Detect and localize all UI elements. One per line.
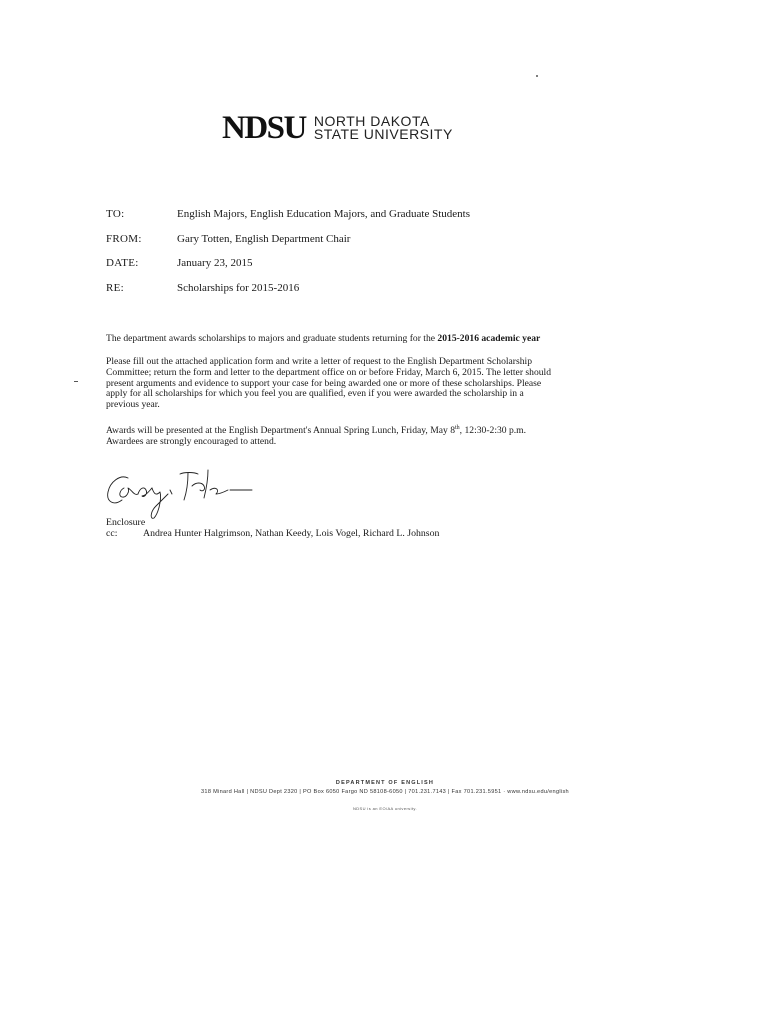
intro-text: The department awards scholarships to majors and graduate students returning for the <box>106 333 438 344</box>
memo-date-row <box>106 257 470 282</box>
awards-text: Awards will be presented at the English Department's Annual Spring Lunch, Friday, May 8 <box>106 425 455 436</box>
university-name <box>314 115 453 141</box>
instructions-line: Committee; return the form and letter to the department office on or before Friday, March 6, 2015. The letter should <box>106 366 551 378</box>
enclosure-label: Enclosure <box>106 517 146 528</box>
instructions-line: apply for all scholarships for which you feel you are qualified, even if you were awarded the scholarship in a <box>106 388 524 400</box>
memo-from-value: Gary Totten, English Department Chair <box>177 232 351 245</box>
memo-re-value: Scholarships for 2015-2016 <box>177 281 300 294</box>
awards-time: , 12:30-2:30 p.m. <box>459 425 527 436</box>
cc-recipients: Andrea Hunter Halgrimson, Nathan Keedy, Lois Vogel, Richard L. Johnson <box>143 528 440 539</box>
memo-to-label: TO: <box>106 208 125 220</box>
scan-speck <box>74 381 78 382</box>
ndsu-logo-mark: NDSU <box>222 110 306 146</box>
instructions-paragraph <box>106 357 576 411</box>
intro-academic-year: 2015-2016 academic year <box>437 333 541 344</box>
cc-row <box>106 528 439 539</box>
intro-line <box>106 334 576 345</box>
instructions-line: previous year. <box>106 399 160 411</box>
footer-address: 318 Minard Hall | NDSU Dept 2320 | PO Box 6050 Fargo ND 58108-6050 | 701.231.7143 | Fax 701.231.5951 · www.ndsu.edu/english <box>201 789 569 795</box>
memo-re-label: RE: <box>106 281 125 294</box>
memo-to-value: English Majors, English Education Majors, and Graduate Students <box>177 208 470 220</box>
footer-tagline: NDSU is an EO/AA university. <box>352 806 418 811</box>
enclosure-block <box>106 517 439 539</box>
memo-header <box>106 208 470 306</box>
university-name-line2: STATE UNIVERSITY <box>313 126 453 142</box>
scan-speck <box>536 75 538 77</box>
instructions-line: present arguments and evidence to support your case for being awarded one or more of these scholarships. Please <box>106 377 542 389</box>
memo-to-row <box>106 208 470 233</box>
university-name-line1: NORTH DAKOTA <box>313 113 430 129</box>
awards-line: Awardees are strongly encouraged to attend. <box>106 435 277 447</box>
intro-paragraph <box>106 334 576 345</box>
letterhead <box>222 112 453 145</box>
memo-from-label: FROM: <box>106 232 142 245</box>
awards-paragraph <box>106 426 576 448</box>
memo-date-label: DATE: <box>106 257 139 269</box>
memo-re-row <box>106 282 470 307</box>
awards-date-suffix: th <box>455 424 460 431</box>
footer-department: DEPARTMENT OF ENGLISH <box>335 780 435 786</box>
handwritten-signature <box>104 460 274 522</box>
letterhead-footer <box>0 780 770 811</box>
memo-date-value: January 23, 2015 <box>177 257 253 269</box>
cc-label: cc: <box>106 528 118 539</box>
memo-from-row <box>106 233 470 258</box>
instructions-line: Please fill out the attached application form and write a letter of request to the English Department Scholarship <box>106 356 532 367</box>
